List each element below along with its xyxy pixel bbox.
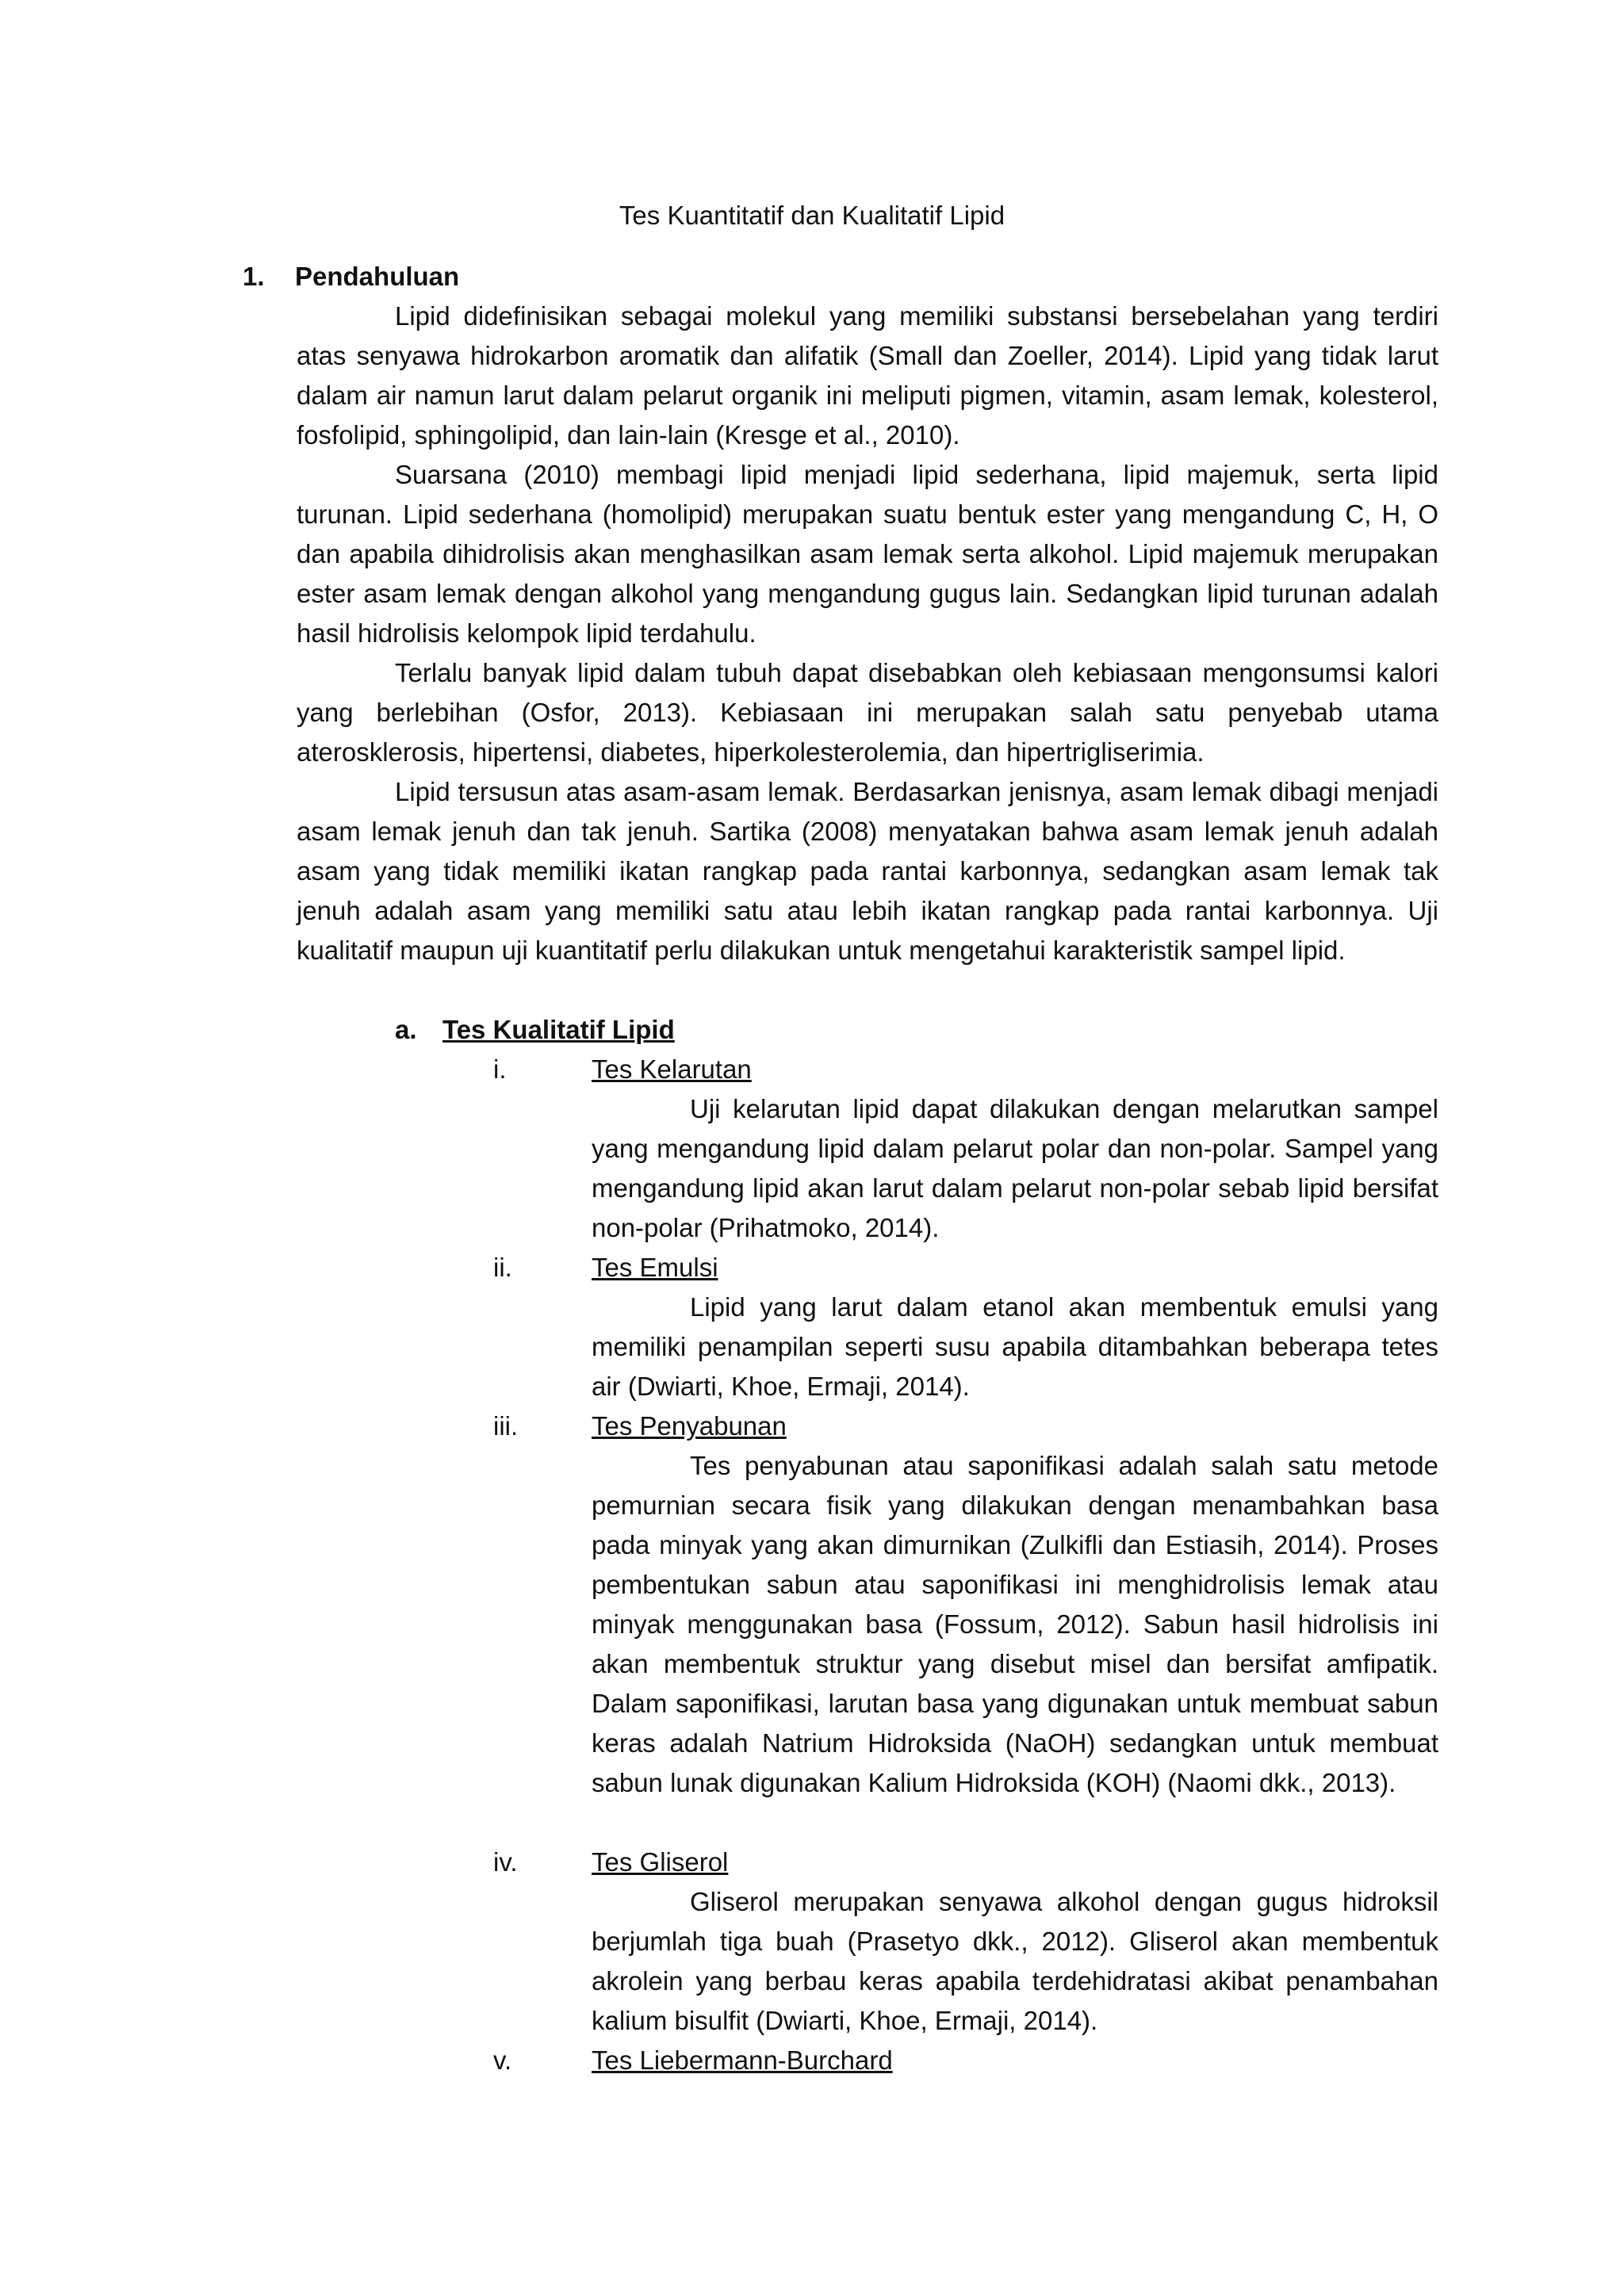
- fatty-acid-paragraph: Lipid tersusun atas asam-asam lemak. Berdasarkan jenisnya, asam lemak dibagi menjadi asam lemak jenuh dan tak jenuh. Sartika (2008) menyatakan bahwa asam lemak jenuh adalah asam yang tidak memiliki ikatan rangkap pada rantai karbonnya, sedangkan asam lemak tak jenuh adalah asam yang memiliki satu atau lebih ikatan rangkap pada rantai karbonnya. Uji kualitatif maupun uji kuantitatif perlu dilakukan untuk mengetahui karakteristik sampel lipid.: [297, 777, 1438, 965]
- subsection-number: a.: [395, 1015, 417, 1044]
- list-item-numeral: v.: [493, 2045, 512, 2075]
- list-item-heading: [493, 1248, 718, 1288]
- list-item-heading: [493, 2041, 893, 2080]
- lipid-classification-paragraph: Suarsana (2010) membagi lipid menjadi lipid sederhana, lipid majemuk, serta lipid turunan. Lipid sederhana (homolipid) merupakan suatu bentuk ester yang mengandung C, H, O dan apabila dihidrolisis akan menghasilkan asam lemak serta alkohol. Lipid majemuk merupakan ester asam lemak dengan alkohol yang mengandung gugus lain. Sedangkan lipid turunan adalah hasil hidrolisis kelompok lipid terdahulu.: [297, 460, 1438, 648]
- section-heading-label: Pendahuluan: [295, 262, 460, 291]
- list-item-text: Tes penyabunan atau saponifikasi adalah salah satu metode pemurnian secara fisik yang dilakukan dengan menambahkan basa pada minyak yang akan dimurnikan (Zulkifli dan Estiasih, 2014). Proses pembentukan sabun atau saponifikasi ini menghidrolisis lemak atau minyak menggunakan basa (Fossum, 2012). Sabun hasil hidrolisis ini akan membentuk struktur yang disebut misel dan bersifat amfipatik. Dalam saponifikasi, larutan basa yang digunakan untuk membuat sabun keras adalah Natrium Hidroksida (NaOH) sedangkan untuk membuat sabun lunak digunakan Kalium Hidroksida (KOH) (Naomi dkk., 2013).: [592, 1451, 1438, 1797]
- section-number: 1.: [243, 262, 265, 291]
- list-item-title: Tes Penyabunan: [592, 1411, 787, 1441]
- document-title: Tes Kuantitatif dan Kualitatif Lipid: [619, 201, 1005, 230]
- list-item-heading: [493, 1050, 752, 1089]
- list-item-text: Gliserol merupakan senyawa alkohol dengan gugus hidroksil berjumlah tiga buah (Prasetyo dkk., 2012). Gliserol akan membentuk akrolein yang berbau keras apabila terdehidratasi akibat penambahan kalium bisulfit (Dwiarti, Khoe, Ermaji, 2014).: [592, 1887, 1438, 2035]
- list-item-text: Lipid yang larut dalam etanol akan membentuk emulsi yang memiliki penampilan seperti susu apabila ditambahkan beberapa tetes air (Dwiarti, Khoe, Ermaji, 2014).: [592, 1292, 1438, 1401]
- list-item-heading: [493, 1843, 728, 1882]
- list-item-numeral: i.: [493, 1054, 507, 1084]
- list-item-title: Tes Emulsi: [592, 1253, 718, 1282]
- list-item-numeral: ii.: [493, 1253, 512, 1282]
- list-item-heading: [493, 1406, 787, 1446]
- intro-paragraph: Lipid didefinisikan sebagai molekul yang memiliki substansi bersebelahan yang terdiri atas senyawa hidrokarbon aromatik dan alifatik (Small dan Zoeller, 2014). Lipid yang tidak larut dalam air namun larut dalam pelarut organik ini meliputi pigmen, vitamin, asam lemak, kolesterol, fosfolipid, sphingolipid, dan lain-lain (Kresge et al., 2010).: [297, 301, 1438, 450]
- list-item-title: Tes Gliserol: [592, 1847, 729, 1877]
- list-item-text: Uji kelarutan lipid dapat dilakukan dengan melarutkan sampel yang mengandung lipid dalam pelarut polar dan non-polar. Sampel yang mengandung lipid akan larut dalam pelarut non-polar sebab lipid bersifat non-polar (Prihatmoko, 2014).: [592, 1094, 1438, 1242]
- list-item-numeral: iii.: [493, 1411, 519, 1441]
- lipid-health-paragraph: Terlalu banyak lipid dalam tubuh dapat disebabkan oleh kebiasaan mengonsumsi kalori yang berlebihan (Osfor, 2013). Kebiasaan ini merupakan salah satu penyebab utama aterosklerosis, hipertensi, diabetes, hiperkolesterolemia, dan hipertrigliserimia.: [297, 658, 1438, 767]
- subsection-heading-label: Tes Kualitatif Lipid: [442, 1015, 675, 1044]
- list-item-numeral: iv.: [493, 1847, 518, 1877]
- list-item-title: Tes Kelarutan: [592, 1054, 752, 1084]
- subsection-heading: [395, 1010, 675, 1050]
- section-heading: [243, 257, 459, 297]
- list-item-title: Tes Liebermann-Burchard: [592, 2045, 893, 2075]
